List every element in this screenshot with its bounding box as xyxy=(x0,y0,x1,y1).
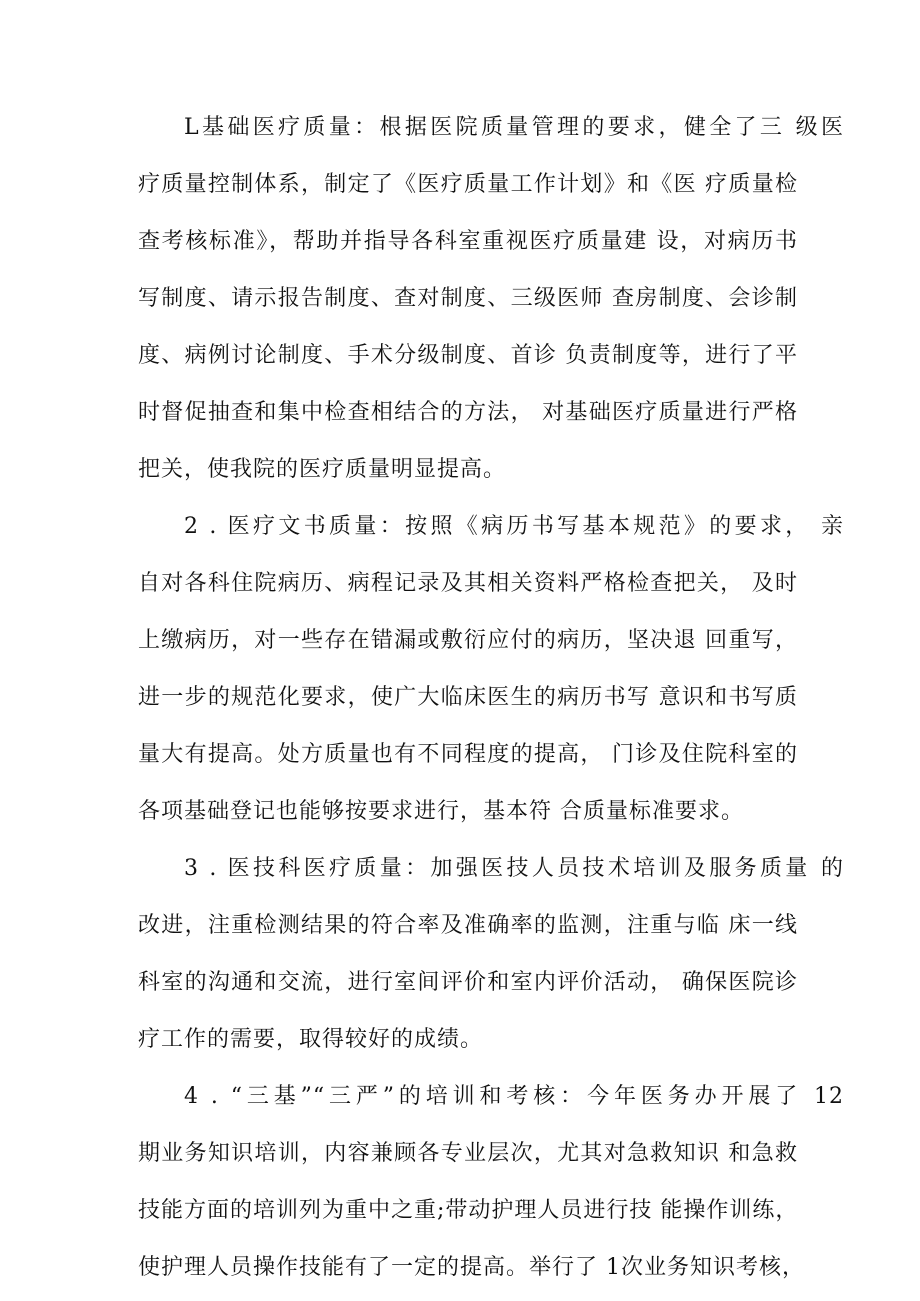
paragraph-1-line-5: 度、病例讨论制度、手术分级制度、首诊 负责制度等，进行了平 xyxy=(138,343,798,368)
paragraph-2-line-5: 量大有提高。处方质量也有不同程度的提高， 门诊及住院科室的 xyxy=(138,742,798,767)
paragraph-1-line-3: 查考核标准》，帮助并指导各科室重视医疗质量建 设，对病历书 xyxy=(138,229,798,254)
paragraph-3-line-4: 疗工作的需要，取得较好的成绩。 xyxy=(138,1027,484,1052)
paragraph-1-line-7: 把关，使我院的医疗质量明显提高。 xyxy=(138,457,507,482)
paragraph-3-line-1: 3 . 医技科医疗质量：加强医技人员技术培训及服务质量 的 xyxy=(184,856,844,881)
paragraph-1-line-2: 疗质量控制体系，制定了《医疗质量工作计划》和《医 疗质量检 xyxy=(138,172,798,197)
paragraph-2-line-4: 进一步的规范化要求，使广大临床医生的病历书写 意识和书写质 xyxy=(138,685,798,710)
paragraph-3-line-2: 改进，注重检测结果的符合率及准确率的监测，注重与临 床一线 xyxy=(138,913,798,938)
paragraph-2-line-2: 自对各科住院病历、病程记录及其相关资料严格检查把关， 及时 xyxy=(138,571,798,596)
paragraph-2-line-1: 2 . 医疗文书质量：按照《病历书写基本规范》的要求， 亲 xyxy=(184,514,844,539)
paragraph-4-line-4: 使护理人员操作技能有了一定的提高。举行了 1次业务知识考核， xyxy=(138,1255,805,1280)
paragraph-2-line-6: 各项基础登记也能够按要求进行，基本符 合质量标准要求。 xyxy=(138,799,744,824)
paragraph-4-line-2: 期业务知识培训，内容兼顾各专业层次，尤其对急救知识 和急救 xyxy=(138,1141,798,1166)
paragraph-4-line-3: 技能方面的培训列为重中之重;带动护理人员进行技 能操作训练， xyxy=(138,1198,799,1223)
paragraph-2-line-3: 上缴病历，对一些存在错漏或敷衍应付的病历，坚决退 回重写， xyxy=(138,628,798,653)
paragraph-1-line-1: L基础医疗质量：根据医院质量管理的要求，健全了三 级医 xyxy=(184,115,844,140)
paragraph-4-line-1: 4 . “三基”“三严”的培训和考核：今年医务办开展了 12 xyxy=(184,1084,844,1109)
paragraph-1-line-4: 写制度、请示报告制度、查对制度、三级医师 查房制度、会诊制 xyxy=(138,286,798,311)
paragraph-1-line-6: 时督促抽查和集中检查相结合的方法， 对基础医疗质量进行严格 xyxy=(138,400,798,425)
paragraph-3-line-3: 科室的沟通和交流，进行室间评价和室内评价活动， 确保医院诊 xyxy=(138,970,798,995)
